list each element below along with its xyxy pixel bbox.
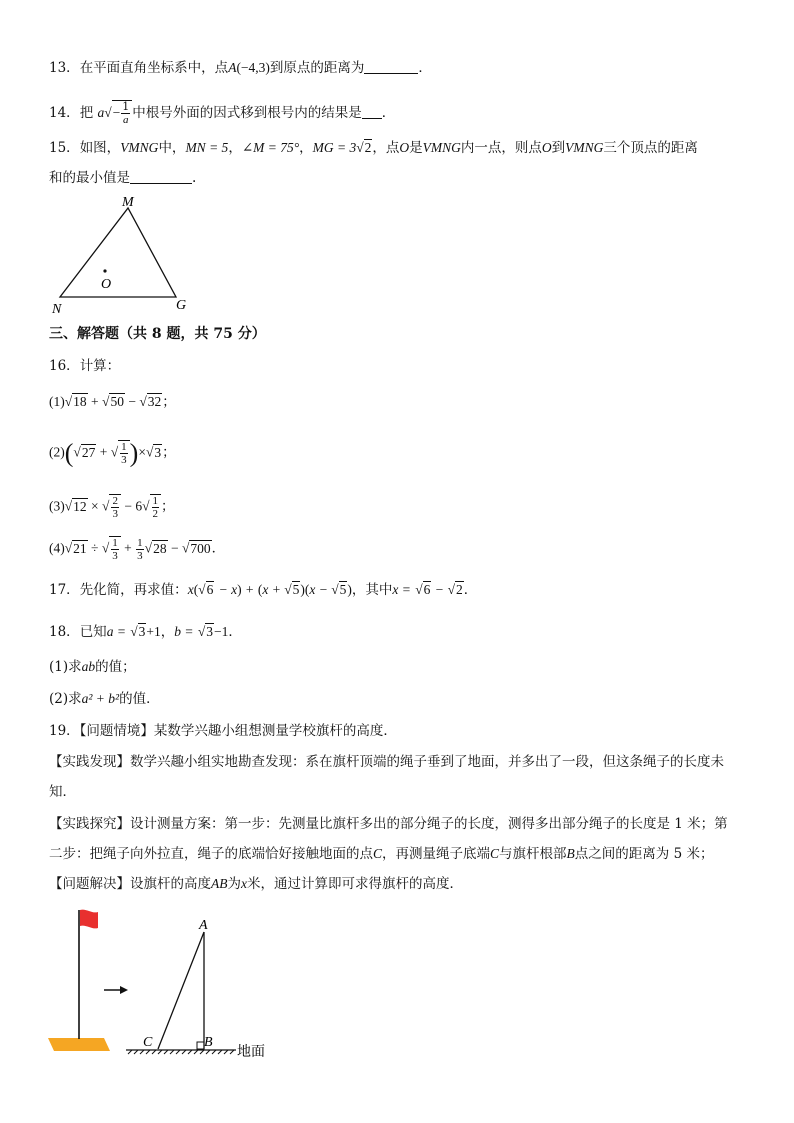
- q18-part-2: (2)求a² + b²的值．: [49, 691, 160, 707]
- label-n: N: [52, 302, 62, 317]
- arrow-head-icon: [120, 986, 128, 994]
- question-19-line4: 【实践探究】设计测量方案：第一步：先测量比旗杆多出的部分绳子的长度，测得多出部分绳子的长度是 1 米；第: [49, 816, 728, 832]
- label-g: G: [176, 298, 187, 313]
- q14-answer-blank[interactable]: [362, 104, 382, 119]
- q13-point: A: [228, 60, 237, 75]
- q13-text: 在平面直角坐标系中，点: [79, 60, 229, 76]
- question-16: 16．计算：: [49, 358, 121, 374]
- question-14: 14．把 a√− $\frac{1}{a}$ 中根号外面的因式移到根号内的结果是 ．: [49, 100, 396, 126]
- q16-part-1: (1)√18 + √50 − √32；: [49, 394, 176, 409]
- flagpole-figure: [44, 900, 284, 1065]
- label-a: A: [199, 918, 208, 933]
- q16-number: 16．: [49, 358, 80, 374]
- q14-text-b: 中根号外面的因式移到根号内的结果是: [132, 105, 362, 121]
- q13-number: 13．: [49, 60, 80, 76]
- question-19-line3: 知．: [49, 784, 76, 800]
- flagpole-base: [48, 1038, 110, 1051]
- q13-text-b: 到原点的距离为: [269, 60, 365, 76]
- question-19-line1: 19．【问题情境】某数学兴趣小组想测量学校旗杆的高度．: [49, 723, 397, 739]
- q15-number: 15．: [49, 140, 80, 156]
- question-15-line2: 和的最小值是 .: [49, 170, 197, 186]
- label-o: O: [101, 277, 112, 292]
- question-19-line5: 二步：把绳子向外拉直，绳子的底端恰好接触地面的点C，再测量绳子底端C与旗杆根部B点之间的距离为 5 米；: [49, 846, 714, 862]
- q15-answer-blank[interactable]: [130, 169, 192, 184]
- label-b: B: [204, 1035, 213, 1050]
- question-19-line6: 【问题解决】设旗杆的高度AB为x米，通过计算即可求得旗杆的高度．: [49, 876, 463, 892]
- question-13: 13．在平面直角坐标系中，点A(−4,3)到原点的距离为 ．: [49, 60, 432, 76]
- q18-number: 18．: [49, 624, 80, 640]
- q17-number: 17．: [49, 582, 80, 598]
- q16-part-4: (4)√21 ÷ √ $\frac{1}{3}$ + $\frac{1}{3}$ √28 − √700．: [49, 537, 226, 562]
- flag: [80, 910, 98, 929]
- point-o: [103, 269, 106, 272]
- q13-answer-blank[interactable]: [364, 59, 418, 74]
- triangle-mng: [60, 208, 176, 297]
- question-17: 17．先化简，再求值：x(√6 − x) + (x + √5)(x − √5)，其中x = √6 − √2．: [49, 582, 478, 598]
- right-angle-mark: [197, 1042, 204, 1049]
- question-19-line2: 【实践发现】数学兴趣小组实地勘查发现：系在旗杆顶端的绳子垂到了地面，并多出了一段，但这条绳子的长度未: [49, 754, 724, 770]
- section-3-title: 三、解答题（共 8 题，共 75 分）: [49, 326, 266, 342]
- segment-ac: [158, 932, 204, 1049]
- q16-part-2: (2)(√27 + √ $\frac{1}{3}$ )×√3；: [49, 438, 176, 468]
- label-ground: 地面: [237, 1045, 265, 1060]
- q14-number: 14．: [49, 105, 80, 121]
- label-c: C: [143, 1035, 153, 1050]
- triangle-mng-figure: [46, 192, 196, 317]
- label-m: M: [122, 195, 134, 210]
- q14-text: 把: [79, 105, 94, 121]
- q16-part-3: (3)√12 × √ $\frac{2}{3}$ − 6√ $\frac{1}{2}$ ；: [49, 495, 175, 520]
- q18-part-1: (1)求ab的值；: [49, 659, 136, 675]
- q13-coords: (−4,3): [236, 60, 270, 75]
- question-15: 15．如图，VMNG中，MN = 5，∠M = 75°，MG = 3√2，点O是VMNG内一点，则点O到VMNG三个顶点的距离: [49, 140, 698, 156]
- question-18: 18．已知a = √3+1，b = √3−1．: [49, 624, 242, 640]
